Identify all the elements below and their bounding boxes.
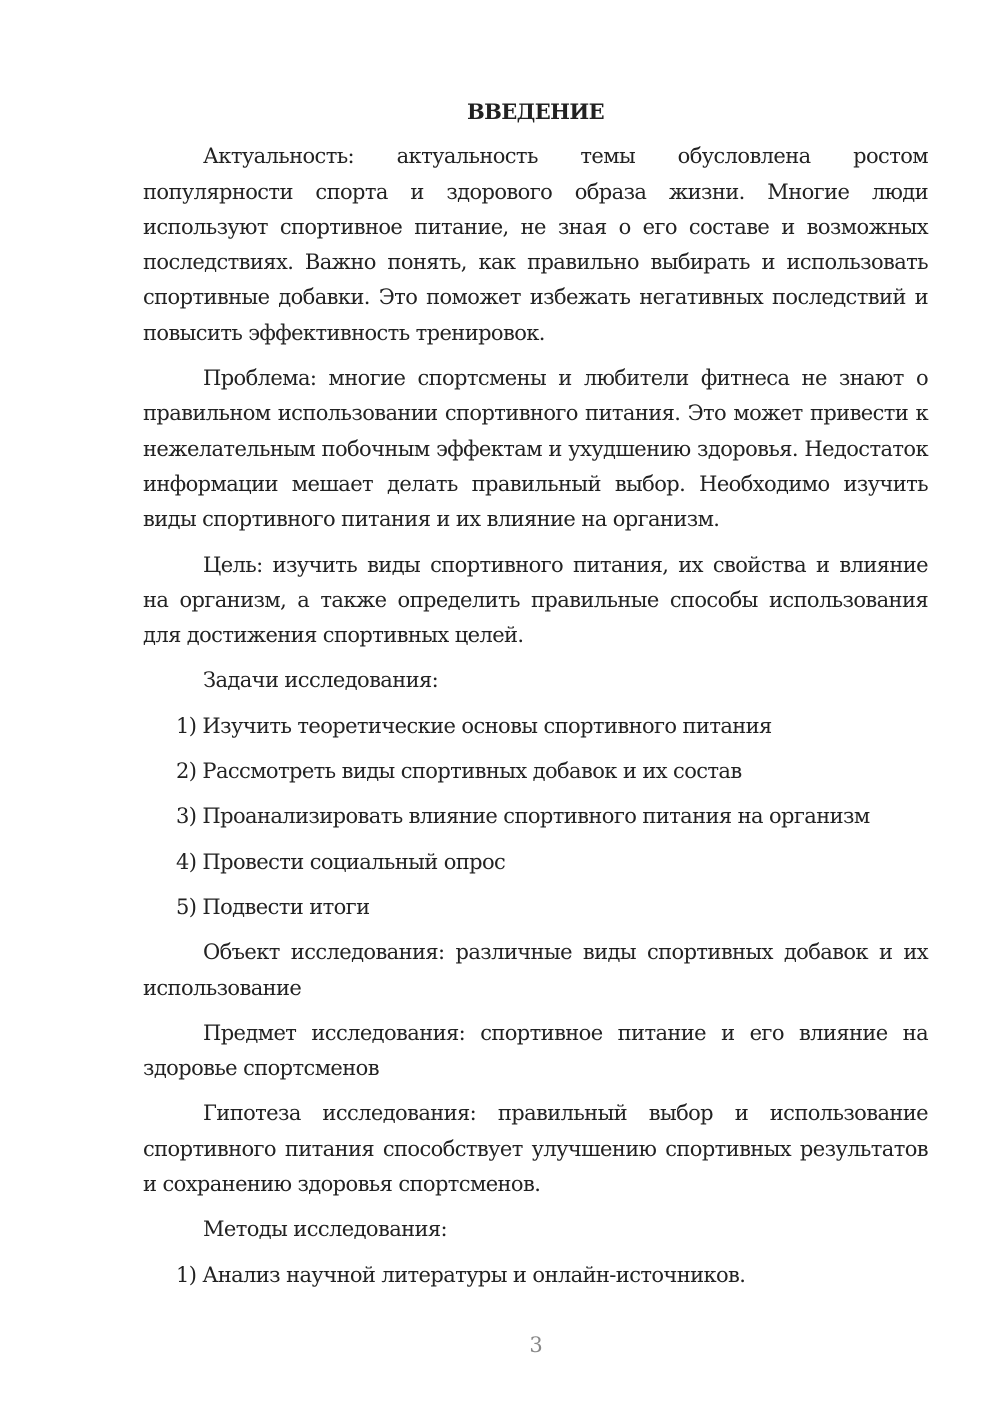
hypothesis-paragraph: Гипотеза исследования: правильный выбор и использование спортивного питания способствует улучшению спортивных результатов и сохранению здоровья спортсменов. xyxy=(143,1101,928,1197)
methods-label: Методы исследования: xyxy=(203,1217,448,1242)
page-content xyxy=(143,94,928,1303)
list-item: 5) Подвести итоги xyxy=(176,894,370,919)
tasks-label: Задачи исследования: xyxy=(203,668,439,693)
list-item: 2) Рассмотреть виды спортивных добавок и их состав xyxy=(176,759,742,784)
methods-list xyxy=(143,1258,928,1293)
page-footer xyxy=(0,1333,1000,1357)
problem-paragraph: Проблема: многие спортсмены и любители фитнеса не знают о правильном использовании спортивного питания. Это может привести к нежелательным побочным эффектам и ухудшению здоровья. Недостаток информации мешает делать правильный выбор. Необходимо изучить виды спортивного питания и их влияние на организм. xyxy=(143,366,928,532)
list-item: 1) Анализ научной литературы и онлайн-источников. xyxy=(176,1262,746,1287)
goal-paragraph: Цель: изучить виды спортивного питания, их свойства и влияние на организм, а также определить правильные способы использования для достижения спортивных целей. xyxy=(143,552,928,648)
tasks-list xyxy=(143,709,928,925)
page-number: 3 xyxy=(529,1333,543,1357)
list-item: 3) Проанализировать влияние спортивного питания на организм xyxy=(176,804,870,829)
list-item: 1) Изучить теоретические основы спортивного питания xyxy=(176,713,772,738)
subject-paragraph: Предмет исследования: спортивное питание и его влияние на здоровье спортсменов xyxy=(143,1020,928,1081)
object-paragraph: Объект исследования: различные виды спортивных добавок и их использование xyxy=(143,940,928,1000)
list-item: 4) Провести социальный опрос xyxy=(176,849,506,874)
section-heading: ВВЕДЕНИЕ xyxy=(466,99,605,124)
relevance-paragraph: Актуальность: актуальность темы обусловлена ростом популярности спорта и здорового образа жизни. Многие люди используют спортивное питание, не зная о его составе и возможных последствиях. Важно понять, как правильно выбирать и использовать спортивные добавки. Это поможет избежать негативных последствий и повысить эффективность тренировок. xyxy=(143,144,928,345)
